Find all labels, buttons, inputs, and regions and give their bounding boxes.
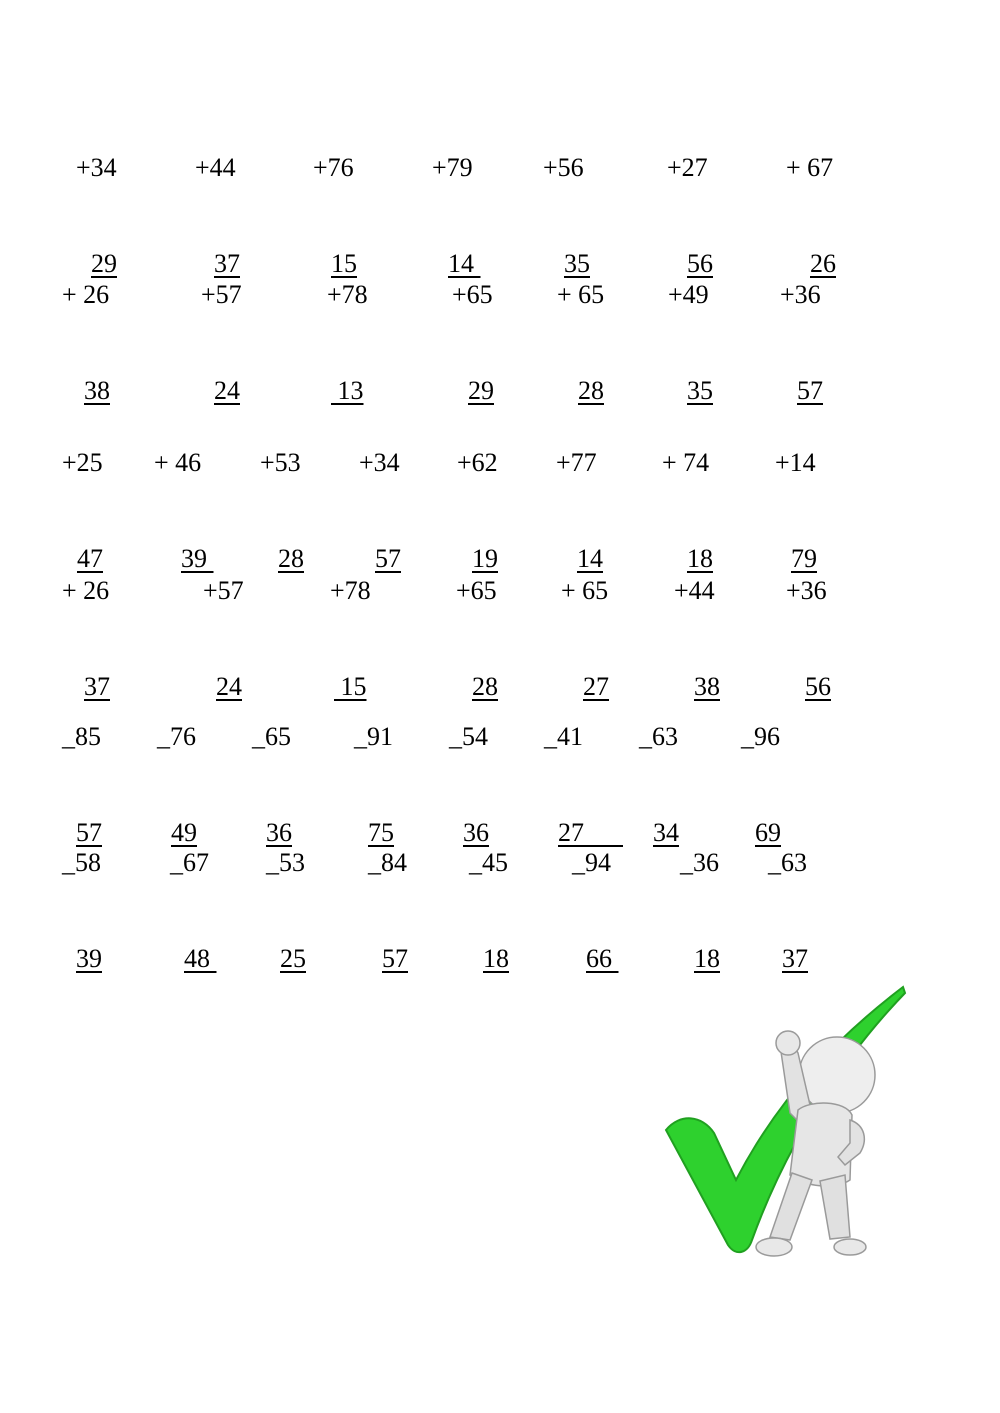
problem-top-number: _63 — [768, 848, 807, 877]
problem-bottom-number: 28 — [278, 544, 304, 573]
problem-top-number: +53 — [260, 448, 301, 477]
problem-bottom-number: 28 — [578, 376, 604, 405]
problem-bottom-number: 69 — [755, 818, 781, 847]
figure-right-foot — [834, 1239, 866, 1255]
figure-left-foot — [756, 1238, 792, 1256]
problem-top-number: _58 — [62, 848, 101, 877]
problem-bottom-number: 57 — [375, 544, 401, 573]
problem-top-number: +56 — [543, 153, 584, 182]
problem-top-number: _84 — [368, 848, 407, 877]
problem — [266, 783, 306, 1039]
problem — [469, 783, 509, 1039]
problem-top-number: +57 — [203, 576, 244, 605]
problem — [639, 657, 679, 913]
problem-bottom-number: 48 — [184, 944, 217, 973]
problem-bottom-number: 47 — [77, 544, 103, 573]
problem-top-number: _76 — [157, 722, 196, 751]
problem — [674, 511, 720, 767]
problem-bottom-number: 19 — [472, 544, 498, 573]
problem-top-number: +27 — [667, 153, 708, 182]
problem-bottom-number: 39 — [76, 944, 102, 973]
problem-bottom-number: 38 — [84, 376, 110, 405]
problem-bottom-number: 15 — [334, 672, 367, 701]
figure-fist — [776, 1031, 800, 1055]
problem-top-number: _85 — [62, 722, 101, 751]
problem-bottom-number: 34 — [653, 818, 679, 847]
figure-right-leg — [820, 1175, 850, 1239]
problem-top-number: _63 — [639, 722, 678, 751]
problem-bottom-number: 27 — [583, 672, 609, 701]
problem-top-number: +76 — [313, 153, 354, 182]
problem-bottom-number: 37 — [84, 672, 110, 701]
problem-bottom-number: 75 — [368, 818, 394, 847]
problem-bottom-number: 57 — [797, 376, 823, 405]
problem-top-number: +57 — [201, 280, 242, 309]
problem-bottom-number: 57 — [382, 944, 408, 973]
problem-top-number: + 74 — [662, 448, 710, 477]
problem-top-number: +44 — [674, 576, 715, 605]
problem-top-number: _96 — [741, 722, 780, 751]
problem-bottom-number: 35 — [564, 249, 590, 278]
problem-bottom-number: 18 — [483, 944, 509, 973]
problem-top-number: _53 — [266, 848, 305, 877]
problem — [368, 783, 408, 1039]
problem-bottom-number: 56 — [805, 672, 831, 701]
problem-bottom-number: 13 — [331, 376, 364, 405]
problem-top-number: +34 — [359, 448, 400, 477]
problem-bottom-number: 28 — [472, 672, 498, 701]
problem-top-number: _36 — [680, 848, 719, 877]
problem — [572, 783, 619, 1039]
problem-bottom-number: 14 — [448, 249, 481, 278]
problem-top-number: +14 — [775, 448, 816, 477]
problem-bottom-number: 18 — [687, 544, 713, 573]
problem-top-number: + 26 — [62, 576, 110, 605]
problem-bottom-number: 24 — [216, 672, 242, 701]
problem-top-number: _41 — [544, 722, 583, 751]
problem — [786, 511, 831, 767]
problem-bottom-number: 14 — [577, 544, 603, 573]
problem-bottom-number: 35 — [687, 376, 713, 405]
problem-bottom-number: 39 — [181, 544, 214, 573]
problem-top-number: +77 — [556, 448, 597, 477]
problem-bottom-number: 24 — [214, 376, 240, 405]
problem-top-number: + 46 — [154, 448, 202, 477]
problem-bottom-number: 66 — [586, 944, 619, 973]
problem-bottom-number: 29 — [468, 376, 494, 405]
problem-bottom-number: 29 — [91, 249, 117, 278]
problem-top-number: +78 — [330, 576, 371, 605]
problem-bottom-number: 27 — [558, 818, 623, 847]
problem — [260, 383, 304, 639]
problem — [203, 511, 244, 767]
problem-bottom-number: 38 — [694, 672, 720, 701]
problem-top-number: + 26 — [62, 280, 110, 309]
problem-top-number: +62 — [457, 448, 498, 477]
problem-bottom-number: 56 — [687, 249, 713, 278]
problem-top-number: +36 — [780, 280, 821, 309]
problem-top-number: +34 — [76, 153, 117, 182]
problem-top-number: +65 — [456, 576, 497, 605]
problem-top-number: _54 — [449, 722, 488, 751]
problem-top-number: _94 — [572, 848, 611, 877]
problem-top-number: _67 — [170, 848, 209, 877]
problem-bottom-number: 57 — [76, 818, 102, 847]
figure-torso — [790, 1103, 852, 1186]
problem-bottom-number: 25 — [280, 944, 306, 973]
problem-top-number: + 67 — [786, 153, 834, 182]
problem-top-number: +79 — [432, 153, 473, 182]
problem-top-number: +36 — [786, 576, 827, 605]
problem-top-number: _65 — [252, 722, 291, 751]
problem-top-number: _45 — [469, 848, 508, 877]
problem-top-number: +49 — [668, 280, 709, 309]
problem-bottom-number: 37 — [214, 249, 240, 278]
problem-bottom-number: 37 — [782, 944, 808, 973]
figure-head — [799, 1037, 875, 1113]
problem — [170, 783, 217, 1039]
problem-bottom-number: 79 — [791, 544, 817, 573]
problem-top-number: + 65 — [561, 576, 609, 605]
problem-top-number: +65 — [452, 280, 493, 309]
problem-top-number: +44 — [195, 153, 236, 182]
problem-bottom-number: 49 — [171, 818, 197, 847]
problem-top-number: _91 — [354, 722, 393, 751]
problem-bottom-number: 26 — [810, 249, 836, 278]
problem-bottom-number: 36 — [463, 818, 489, 847]
problem-bottom-number: 36 — [266, 818, 292, 847]
problem — [62, 783, 102, 1039]
problem-bottom-number: 18 — [694, 944, 720, 973]
problem-bottom-number: 15 — [331, 249, 357, 278]
checkmark-figure-icon — [640, 975, 940, 1275]
problem-top-number: + 65 — [557, 280, 605, 309]
problem-top-number: +25 — [62, 448, 103, 477]
problem-top-number: +78 — [327, 280, 368, 309]
